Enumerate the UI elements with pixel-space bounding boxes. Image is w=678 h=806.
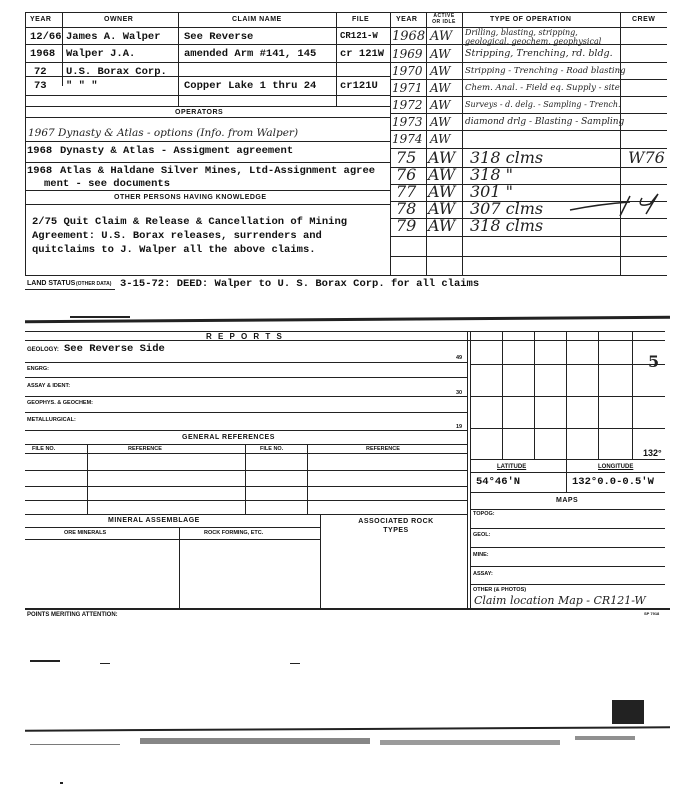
operators-row-text: Dynasty & Atlas - Assigment agreement [60, 145, 294, 157]
header-active-idle: ACTIVE OR IDLE [432, 13, 456, 25]
operation-year: 75 [396, 148, 417, 167]
longitude-label: LONGITUDE [598, 464, 634, 470]
owner-row-owner: " " " [66, 80, 98, 92]
maps-other-label: OTHER (& PHOTOS) [473, 587, 527, 593]
header-crew: CREW [632, 16, 656, 23]
ore-minerals-label: ORE MINERALS [64, 530, 107, 536]
operation-status: AW [430, 132, 451, 146]
operation-status: AW [430, 98, 451, 112]
reports-num: 49 [456, 355, 463, 361]
land-status-sub: (OTHER DATA) [76, 281, 112, 287]
operators-row-year: 1968 [27, 145, 53, 157]
operation-type: Stripping, Trenching, rd. bldg. [465, 48, 613, 59]
longitude-value: 132°0.0-0.5'W [572, 476, 654, 488]
operation-type: 318 clms [470, 216, 544, 235]
operation-status: AW [428, 216, 456, 235]
operators-row: 1967 Dynasty & Atlas - options (Info. from Walper) [28, 127, 299, 139]
operators-row-text: Atlas & Haldane Silver Mines, Ltd-Assignment agree [60, 165, 376, 177]
operation-year: 1968 [392, 29, 426, 44]
operation-year: 77 [396, 182, 417, 201]
geology-value: See Reverse Side [64, 343, 165, 355]
owner-row-owner: James A. Walper [66, 31, 161, 43]
operation-status: AW [430, 81, 451, 95]
operation-year: 1970 [392, 64, 423, 78]
assay-label: ASSAY & IDENT: [27, 383, 71, 389]
metallurgical-label: METALLURGICAL: [27, 417, 76, 423]
maps-other-value: Claim location Map - CR121-W [474, 594, 646, 607]
owner-row-year: 1968 [30, 48, 56, 60]
ref-header: FILE NO. [260, 446, 284, 452]
operation-year: 79 [396, 216, 417, 235]
other-persons-line: Agreement: U.S. Borax releases, surrenders and [32, 230, 322, 242]
owner-row-year: 73 [34, 80, 47, 92]
operation-status: AW [430, 29, 453, 44]
operation-type: 307 clms [470, 199, 544, 218]
engrg-label: ENGRG: [27, 366, 49, 372]
owner-row-owner: Walper J.A. [66, 48, 136, 60]
ref-header: REFERENCE [366, 446, 400, 452]
points-label: POINTS MERITING ATTENTION: [27, 612, 118, 618]
operation-type: diamond drlg - Blasting - Sampling [465, 117, 625, 127]
header-owner: OWNER [104, 16, 134, 23]
other-persons-line: quitclaims to J. Walper all the above claims. [32, 244, 316, 256]
operation-type: 301 " [470, 182, 513, 201]
operation-status: AW [430, 47, 451, 61]
associated-rock-types-label: ASSOCIATED ROCK TYPES [358, 518, 434, 534]
header-type-of-operation: TYPE OF OPERATION [490, 16, 572, 23]
operation-crew: W76 [628, 148, 665, 167]
ref-header: REFERENCE [128, 446, 162, 452]
operation-status: AW [428, 182, 456, 201]
latitude-value: 54°46'N [476, 476, 521, 488]
operation-type: Chem. Anal. - Field eq. Supply - site [465, 83, 620, 93]
operation-type: 318 " [470, 165, 513, 184]
operation-year: 76 [396, 165, 417, 184]
owner-row-owner: U.S. Borax Corp. [66, 66, 167, 78]
operation-status: AW [430, 115, 451, 129]
ref-header: FILE NO. [32, 446, 56, 452]
crossout-scribble-icon [560, 190, 670, 220]
operation-type: Stripping - Trenching - Road blasting [465, 66, 626, 76]
operation-status: AW [428, 199, 456, 218]
owner-row-year: 72 [34, 66, 47, 78]
operation-year: 1971 [392, 81, 423, 95]
mineral-title: MINERAL ASSEMBLAGE [108, 517, 200, 524]
map-circle-label: 5 [648, 352, 660, 371]
maps-assay-label: ASSAY: [473, 571, 493, 577]
owner-row-file: cr 121W [340, 48, 385, 60]
operation-type: Surveys - d. delg. - Sampling - Trench. [465, 100, 621, 109]
operation-year: 1973 [392, 115, 423, 129]
maps-title: MAPS [556, 497, 579, 504]
header-year-2: YEAR [396, 16, 418, 23]
operators-title: OPERATORS [175, 109, 224, 116]
land-status-label: LAND STATUS [27, 280, 76, 287]
operation-year: 78 [396, 199, 417, 218]
operation-type: 318 clms [470, 148, 544, 167]
operation-status: AW [428, 148, 456, 167]
operation-status: AW [428, 165, 456, 184]
owner-row-claim: See Reverse [184, 31, 254, 43]
rock-forming-label: ROCK FORMING, ETC. [204, 530, 264, 536]
owner-row-file: cr121U [340, 80, 378, 92]
other-persons-title: OTHER PERSONS HAVING KNOWLEDGE [114, 194, 267, 201]
geophys-label: GEOPHYS. & GEOCHEM: [27, 400, 94, 406]
latitude-label: LATITUDE [497, 464, 527, 470]
header-file: FILE [352, 16, 370, 23]
operation-year: 1974 [392, 132, 423, 146]
operation-year: 1969 [392, 47, 423, 61]
header-claim-name: CLAIM NAME [232, 16, 282, 23]
reports-title: R E P O R T S [206, 332, 284, 341]
header-year: YEAR [30, 16, 52, 23]
owner-row-claim: Copper Lake 1 thru 24 [184, 80, 317, 92]
owner-row-file: CR121-W [340, 31, 378, 41]
maps-topog-label: TOPOG: [473, 511, 495, 517]
maps-geol-label: GEOL: [473, 532, 491, 538]
land-status-text: 3-15-72: DEED: Walper to U. S. Borax Corp. for all claims [120, 278, 480, 290]
operators-row-year: 1968 [27, 165, 53, 177]
reports-num: 30 [456, 390, 463, 396]
operation-type: Drilling, blasting, stripping, geological, geochem, geophysical [465, 28, 602, 46]
owner-row-year: 12/66 [30, 31, 62, 43]
reports-num: 19 [456, 424, 463, 430]
operation-status: AW [430, 64, 451, 78]
operators-row-text: ment - see documents [44, 178, 171, 190]
geology-label: GEOLOGY: [27, 347, 59, 353]
maps-mine-label: MINE: [473, 552, 489, 558]
operation-year: 1972 [392, 98, 423, 112]
other-persons-line: 2/75 Quit Claim & Release & Cancellation of Mining [32, 216, 348, 228]
owner-row-claim: amended Arm #141, 145 [184, 48, 317, 60]
grid-longitude-label: 132° [643, 448, 662, 458]
form-number: SP 7918 [644, 611, 660, 616]
general-references-title: GENERAL REFERENCES [182, 434, 275, 441]
